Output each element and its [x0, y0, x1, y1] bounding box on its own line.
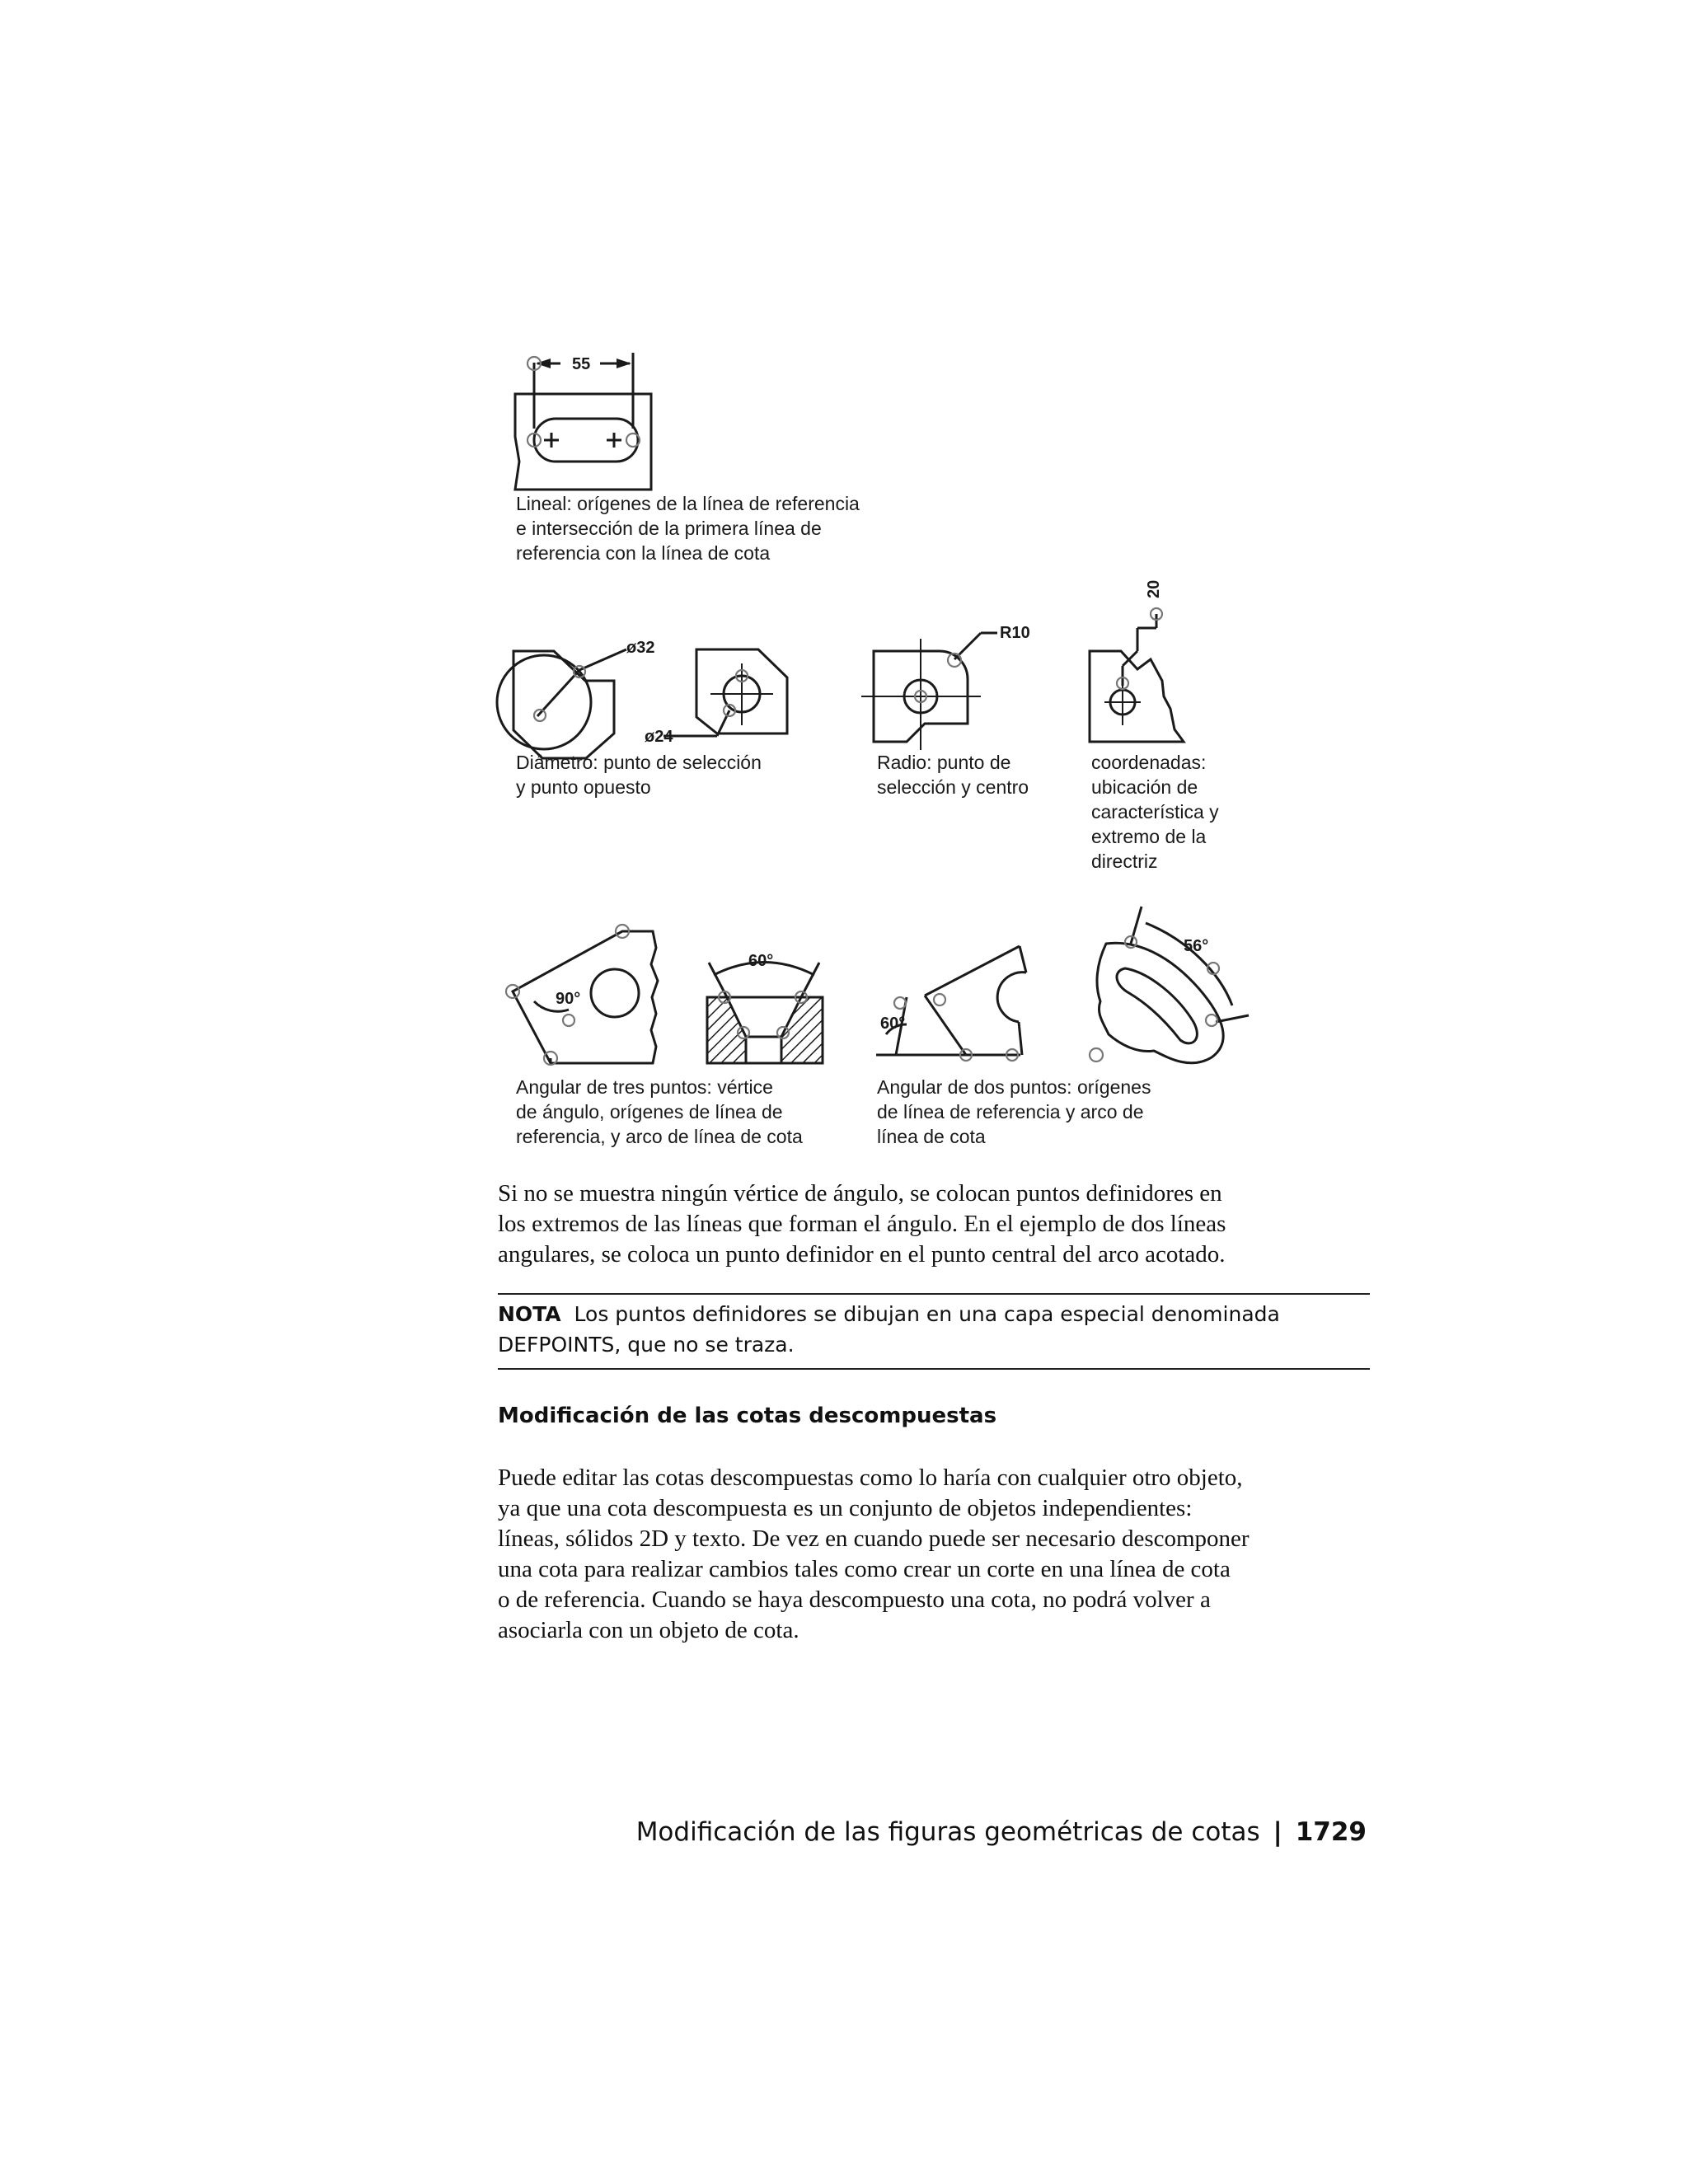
linear-dimension-value: 55 — [572, 355, 591, 373]
caption-radio: Radio: punto de selección y centro — [877, 752, 1029, 798]
section-heading: Modificación de las cotas descompuestas — [498, 1404, 997, 1428]
diameter-dimension-drawing-1 — [497, 649, 626, 758]
body-paragraph-2: Puede editar las cotas descompuestas como lo haría con cualquier otro objeto, ya que una cota descompuesta es un conjunto de objetos independientes: líneas, sólidos 2D y texto. De vez en cuando puede ser necesario descomponer una cota para realizar cambios tales como crear un corte en una línea de cota o de referencia. Cuando se haya descompuesto una cota, no podrá volver a asociarla con un objeto de cota. — [498, 1465, 1250, 1643]
caption-angular-tres-puntos: Angular de tres puntos: vértice de ángulo, orígenes de línea de referencia, y arco de línea de cota — [516, 1076, 803, 1147]
page-footer — [636, 1817, 1367, 1847]
note-text: Los puntos definidores se dibujan en una capa especial denominada DEFPOINTS, que no se traza. — [498, 1302, 1280, 1357]
caption-diametro: Diámetro: punto de selección y punto opuesto — [516, 752, 762, 798]
page-number: 1729 — [1295, 1817, 1367, 1847]
note-block — [498, 1299, 1372, 1360]
angular-countersink-drawing — [707, 963, 823, 1064]
note-label: NOTA — [498, 1302, 561, 1326]
angular-three-point-drawing — [506, 925, 658, 1065]
diameter-dimension-value-2: ø24 — [645, 728, 673, 746]
angle-60-countersink-value: 60° — [748, 952, 774, 970]
angular-arc-drawing — [1090, 907, 1249, 1063]
radius-dimension-value: R10 — [1000, 624, 1030, 642]
caption-coordenadas: coordenadas: ubicación de característica y extremo de la directriz — [1091, 752, 1219, 872]
caption-lineal: Lineal: orígenes de la línea de referencia e intersección de la primera línea de referencia con la línea de cota — [516, 493, 860, 564]
radius-dimension-drawing — [861, 633, 997, 750]
ordinate-dimension-value: 20 — [1145, 579, 1163, 598]
diameter-dimension-value-1: ø32 — [626, 639, 655, 657]
body-paragraph-1: Si no se muestra ningún vértice de ángulo, se colocan puntos definidores en los extremos de las líneas que forman el ángulo. En el ejemplo de dos líneas angulares, se coloca un punto definidor en el punto central del arco acotado. — [498, 1180, 1226, 1268]
note-bottom-rule — [498, 1368, 1370, 1370]
note-top-rule — [498, 1293, 1370, 1295]
angle-56-value: 56° — [1184, 937, 1209, 955]
angular-two-point-drawing — [876, 946, 1026, 1061]
angle-60-side-value: 60° — [880, 1015, 906, 1033]
footer-section-title: Modificación de las figuras geométricas de cotas — [635, 1817, 1260, 1847]
ordinate-dimension-drawing — [1090, 608, 1184, 742]
angle-90-value: 90° — [556, 990, 581, 1008]
diameter-dimension-drawing-2 — [663, 649, 787, 736]
caption-angular-dos-puntos: Angular de dos puntos: orígenes de línea de referencia y arco de línea de cota — [877, 1076, 1151, 1147]
footer-separator: | — [1273, 1817, 1282, 1847]
